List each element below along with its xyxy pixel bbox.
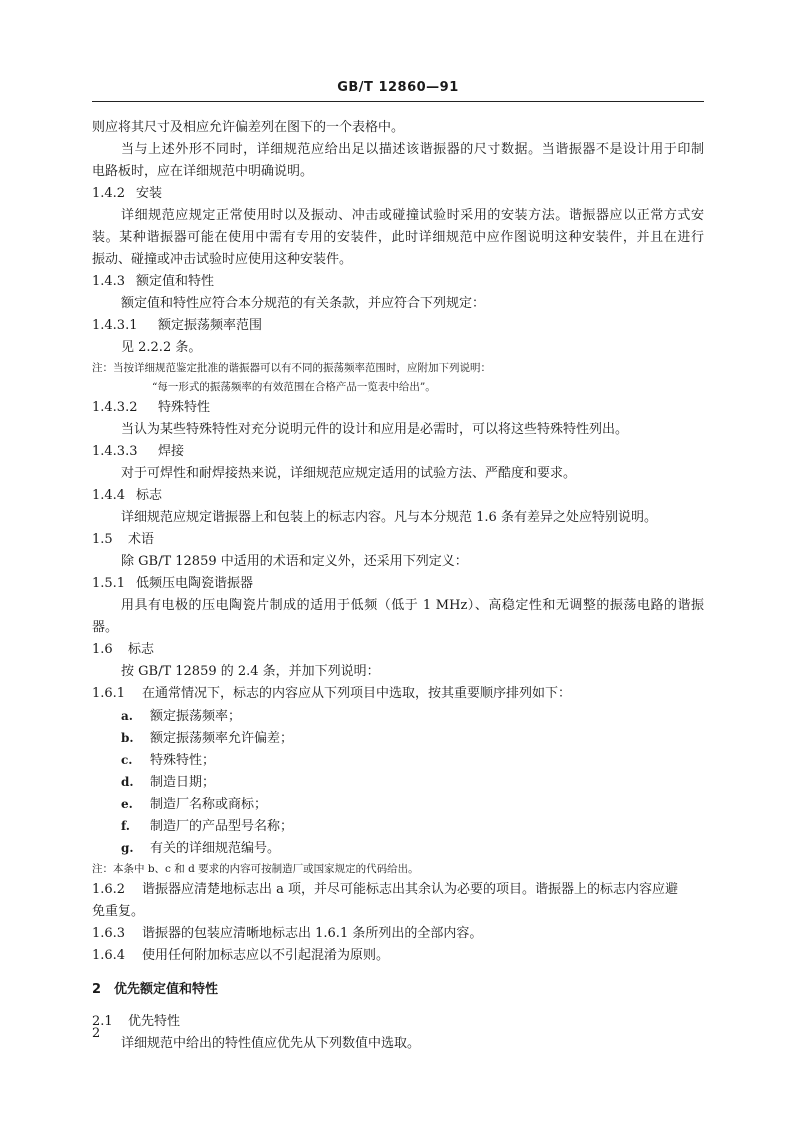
section-heading-1-4-3-1 bbox=[92, 316, 262, 336]
list-item-text: 制造日期； bbox=[150, 775, 216, 790]
section-text: 谐振器的包装应清晰地标志出 1.6.1 条所列出的全部内容。 bbox=[142, 926, 483, 941]
document-code-header: GB/T 12860—91 bbox=[337, 80, 459, 95]
section-number: 1.6 bbox=[92, 642, 113, 657]
paragraph-line: 则应将其尺寸及相应允许偏差列在图下的一个表格中。 bbox=[92, 120, 405, 135]
section-heading-1-6-4 bbox=[92, 946, 389, 966]
chapter-number: 2 bbox=[92, 982, 102, 997]
list-marker: a. bbox=[121, 709, 133, 723]
section-title: 标志 bbox=[128, 642, 155, 657]
list-marker: g. bbox=[121, 841, 134, 855]
section-title: 安装 bbox=[136, 186, 163, 201]
paragraph-line: 当认为某些特殊特性对充分说明元件的设计和应用是必需时，可以将这些特殊特性列出。 bbox=[121, 422, 629, 437]
paragraph-line: 按 GB/T 12859 的 2.4 条，并加下列说明： bbox=[121, 664, 380, 679]
section-heading-1-4-2 bbox=[92, 184, 162, 204]
list-marker: b. bbox=[121, 731, 134, 745]
list-marker: c. bbox=[121, 753, 133, 767]
paragraph-line: 电路板时，应在详细规范中明确说明。 bbox=[92, 164, 314, 179]
chapter-title: 优先额定值和特性 bbox=[114, 982, 219, 997]
section-title: 优先特性 bbox=[128, 1014, 181, 1029]
section-number: 1.6.1 bbox=[92, 686, 126, 701]
section-number: 1.4.3.1 bbox=[92, 318, 138, 333]
section-heading-1-6 bbox=[92, 640, 154, 660]
list-item bbox=[121, 816, 293, 837]
paragraph-line: 详细规范中给出的特性值应优先从下列数值中选取。 bbox=[121, 1036, 421, 1051]
section-number: 1.4.4 bbox=[92, 488, 126, 503]
paragraph-line: 免重复。 bbox=[92, 904, 145, 919]
paragraph-line: 用具有电极的压电陶瓷片制成的适用于低频（低于 1 MHz）、高稳定性和无调整的振荡电路的谐振 bbox=[121, 598, 704, 613]
paragraph-line: 对于可焊性和耐焊接热来说，详细规范应规定适用的试验方法、严酷度和要求。 bbox=[121, 466, 577, 481]
list-item-text: 额定振荡频率； bbox=[150, 709, 242, 724]
section-heading-2-1 bbox=[92, 1012, 180, 1032]
paragraph-line: 额定值和特性应符合本分规范的有关条款，并应符合下列规定： bbox=[121, 296, 486, 311]
list-marker: d. bbox=[121, 775, 134, 789]
list-item bbox=[121, 706, 241, 727]
paragraph-line: 详细规范应规定正常使用时以及振动、冲击或碰撞试验时采用的安装方法。谐振器应以正常方式安 bbox=[121, 208, 704, 223]
list-item-text: 制造厂的产品型号名称； bbox=[150, 819, 294, 834]
list-item-text: 制造厂名称或商标； bbox=[150, 797, 268, 812]
paragraph-line: 装。某种谐振器可能在使用中需有专用的安装件，此时详细规范中应作图说明这种安装件，并且在进行 bbox=[92, 230, 704, 245]
note-line: 注：本条中 b、c 和 d 要求的内容可按制造厂或国家规定的代码给出。 bbox=[92, 863, 419, 875]
list-item-text: 有关的详细规范编号。 bbox=[150, 841, 281, 856]
section-number: 1.4.3.2 bbox=[92, 400, 138, 415]
page-number: 2 bbox=[92, 1026, 101, 1041]
section-number: 1.4.2 bbox=[92, 186, 126, 201]
section-text: 在通常情况下，标志的内容应从下列项目中选取，按其重要顺序排列如下： bbox=[142, 686, 572, 701]
section-number: 1.6.4 bbox=[92, 948, 126, 963]
section-heading-1-6-2 bbox=[92, 880, 704, 900]
paragraph-line: 振动、碰撞或冲击试验时应使用这种安装件。 bbox=[92, 252, 353, 267]
note-line: 注：当按详细规范鉴定批准的谐振器可以有不同的振荡频率范围时，应附加下列说明： bbox=[92, 362, 491, 374]
section-title: 术语 bbox=[128, 532, 155, 547]
list-marker: e. bbox=[121, 797, 133, 811]
paragraph-line: 见 2.2.2 条。 bbox=[121, 340, 202, 355]
list-item bbox=[121, 750, 215, 771]
paragraph-line: 器。 bbox=[92, 620, 119, 635]
section-number: 1.6.2 bbox=[92, 882, 126, 897]
paragraph-line: 当与上述外形不同时，详细规范应给出足以描述该谐振器的尺寸数据。当谐振器不是设计用于印制 bbox=[121, 142, 704, 157]
paragraph-line: 除 GB/T 12859 中适用的术语和定义外，还采用下列定义： bbox=[121, 554, 468, 569]
section-title: 低频压电陶瓷谐振器 bbox=[136, 576, 254, 591]
section-heading-1-4-4 bbox=[92, 486, 162, 506]
list-marker: f. bbox=[121, 819, 130, 833]
section-title: 额定振荡频率范围 bbox=[158, 318, 263, 333]
header-rule bbox=[92, 101, 704, 102]
section-number: 1.5 bbox=[92, 532, 113, 547]
section-heading-1-4-3-2 bbox=[92, 398, 210, 418]
section-title: 额定值和特性 bbox=[136, 274, 215, 289]
section-number: 1.4.3.3 bbox=[92, 444, 138, 459]
section-number: 1.4.3 bbox=[92, 274, 126, 289]
section-text: 谐振器应清楚地标志出 a 项，并尽可能标志出其余认为必要的项目。谐振器上的标志内容应避 bbox=[142, 882, 679, 897]
section-heading-1-4-3 bbox=[92, 272, 214, 292]
list-item-text: 特殊特性； bbox=[150, 753, 216, 768]
chapter-heading-2 bbox=[92, 980, 218, 1000]
note-line: “每一形式的振荡频率的有效范围在合格产品一览表中给出”。 bbox=[152, 381, 436, 393]
list-item bbox=[121, 772, 215, 793]
section-number: 2.1 bbox=[92, 1014, 113, 1029]
list-item bbox=[121, 838, 280, 859]
section-title: 特殊特性 bbox=[158, 400, 211, 415]
section-number: 1.5.1 bbox=[92, 576, 126, 591]
section-title: 焊接 bbox=[158, 444, 185, 459]
section-heading-1-5-1 bbox=[92, 574, 253, 594]
list-item bbox=[121, 794, 267, 815]
list-item-text: 额定振荡频率允许偏差； bbox=[150, 731, 294, 746]
list-item bbox=[121, 728, 293, 749]
section-heading-1-5 bbox=[92, 530, 154, 550]
section-title: 标志 bbox=[136, 488, 163, 503]
section-heading-1-4-3-3 bbox=[92, 442, 184, 462]
section-text: 使用任何附加标志应以不引起混淆为原则。 bbox=[142, 948, 390, 963]
section-heading-1-6-1 bbox=[92, 684, 571, 704]
paragraph-line: 详细规范应规定谐振器上和包装上的标志内容。凡与本分规范 1.6 条有差异之处应特别说明。 bbox=[121, 510, 657, 525]
section-number: 1.6.3 bbox=[92, 926, 126, 941]
section-heading-1-6-3 bbox=[92, 924, 482, 944]
